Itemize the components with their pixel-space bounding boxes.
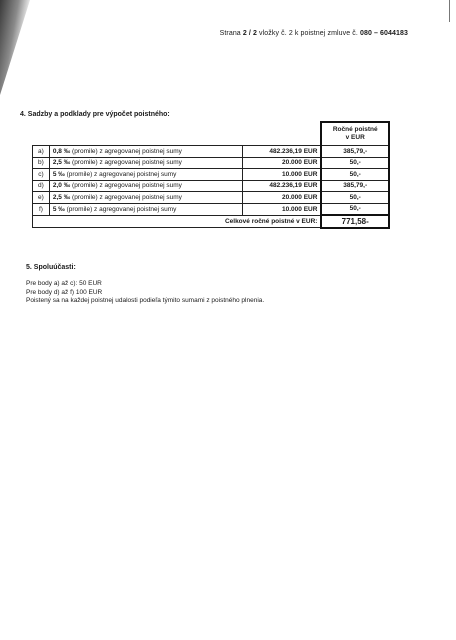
deductible-line: Poistený sa na každej poistnej udalosti podieľa týmito sumami z poistného plnenia. [26,297,265,304]
row-letter: e) [33,192,50,204]
row-desc-text: (promile) z agregovanej poistnej sumy [72,159,182,167]
section-4-title: 4. Sadzby a podklady pre výpočet poistného: [20,111,170,118]
row-description [49,169,242,181]
total-label: Celkové ročné poistné v EUR: [33,215,322,228]
row-amount: 482.236,19 EUR [243,180,322,192]
row-desc-text: (promile) z agregovanej poistnej sumy [66,205,177,213]
row-rate: 5 ‰ [52,205,65,213]
row-description [49,192,242,204]
section-5 [26,264,264,306]
row-rate: 0,8 ‰ [52,147,71,155]
row-premium: 50,- [321,192,389,204]
row-premium: 385,79,- [321,146,389,158]
row-rate: 2,5 ‰ [52,193,71,201]
rates-table [32,121,390,229]
row-description [49,157,242,169]
page-header [220,30,408,37]
row-premium: 385,79,- [321,180,389,192]
row-letter: d) [33,180,50,192]
row-desc-text: (promile) z agregovanej poistnej sumy [66,170,177,178]
scan-mark [449,0,454,22]
rates-header-row [33,122,390,146]
scan-shadow [0,0,30,95]
total-row [33,215,390,228]
table-row [33,157,390,169]
header-page: 2 / 2 [242,30,257,37]
header-text: vložky č. 2 k poistnej zmluve č. [259,30,358,37]
row-letter: f) [33,203,50,215]
row-rate: 2,5 ‰ [52,159,71,167]
deductible-line: Pre body a) až c): 50 EUR [26,280,102,287]
row-description [49,146,242,158]
row-desc-text: (promile) z agregovanej poistnej sumy [72,182,182,190]
row-desc-text: (promile) z agregovanej poistnej sumy [72,193,182,201]
total-value: 771,58- [321,215,389,228]
header-contract-number: 080 – 6044183 [359,30,408,37]
row-premium: 50,- [321,157,389,169]
row-letter: a) [33,146,50,158]
row-description [49,180,242,192]
row-amount: 20.000 EUR [243,157,322,169]
table-row [33,203,390,215]
row-letter: b) [33,157,50,169]
table-row [33,146,390,158]
row-amount: 10.000 EUR [243,169,322,181]
row-rate: 5 ‰ [52,170,65,178]
annual-premium-header-line1: Ročné poistné [332,126,378,133]
deductible-line: Pre body d) až f) 100 EUR [26,288,103,296]
annual-premium-header-line2: v EUR [345,134,365,141]
row-premium: 50,- [321,169,389,181]
table-row [33,180,390,192]
row-desc-text: (promile) z agregovanej poistnej sumy [72,147,182,155]
table-row [33,169,390,181]
header-prefix: Strana [219,30,241,37]
row-letter: c) [33,169,50,181]
row-premium: 50,- [321,203,389,215]
table-row [33,192,390,204]
row-rate: 2,0 ‰ [52,182,71,190]
section-5-title: 5. Spoluúčasti: [26,264,76,271]
row-amount: 482.236,19 EUR [243,146,322,158]
row-description [49,203,242,215]
annual-premium-header [321,122,389,146]
row-amount: 20.000 EUR [243,192,322,204]
row-amount: 10.000 EUR [243,203,322,215]
